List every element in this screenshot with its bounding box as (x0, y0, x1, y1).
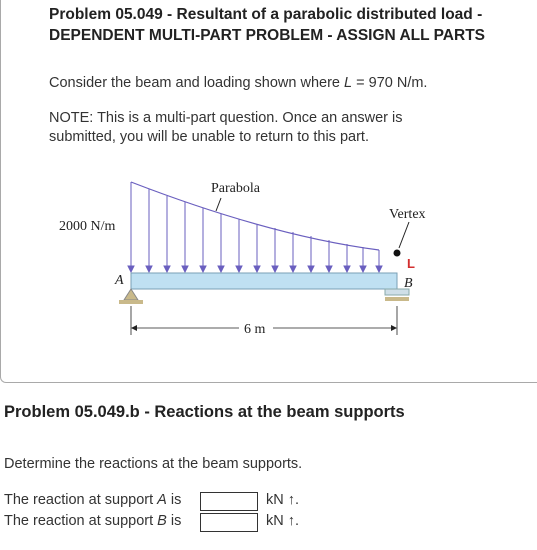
part-title: Problem 05.049.b - Reactions at the beam supports (4, 403, 405, 421)
reaction-b-unit: kN ↑. (266, 513, 300, 529)
parabola-leader (216, 198, 221, 211)
reaction-b-suffix: is (166, 513, 182, 529)
span-label: 6 m (244, 322, 266, 337)
intro-variable: L (344, 75, 353, 91)
reaction-a-suffix: is (166, 492, 182, 508)
reaction-b-text: The reaction at support (4, 513, 158, 529)
reaction-a-text: The reaction at support (4, 492, 158, 508)
support-a-base (119, 300, 143, 304)
reaction-b-label (4, 513, 181, 529)
vertex-dot (394, 250, 401, 257)
reaction-b-var: B (157, 513, 167, 529)
l-label: L (407, 256, 415, 271)
support-b-base (385, 297, 409, 301)
intro-text: Consider the beam and loading shown where (49, 75, 345, 91)
beam-figure (41, 170, 441, 350)
part-question: Determine the reactions at the beam supports. (4, 456, 303, 472)
intro-value: = 970 N/m. (352, 75, 428, 91)
support-b-label: B (404, 276, 413, 291)
support-a-label: A (115, 273, 124, 288)
load-label: 2000 N/m (59, 219, 116, 234)
problem-note: NOTE: This is a multi-part question. Once an answer is submitted, you will be unable to return to this part. (49, 110, 403, 145)
support-a-pin (124, 289, 138, 300)
parabola-label: Parabola (211, 181, 260, 196)
reaction-a-input[interactable] (200, 492, 258, 511)
problem-intro (49, 73, 427, 93)
reaction-b-input[interactable] (200, 513, 258, 532)
reaction-a-unit: kN ↑. (266, 492, 300, 508)
vertex-label: Vertex (389, 207, 426, 222)
reaction-a-var: A (157, 492, 167, 508)
vertex-leader (399, 222, 409, 248)
beam (131, 273, 397, 289)
reaction-a-label (4, 492, 181, 508)
problem-title: Problem 05.049 - Resultant of a parabolic distributed load - DEPENDENT MULTI-PART PROBLEM - ASSIGN ALL PARTS (49, 6, 486, 44)
